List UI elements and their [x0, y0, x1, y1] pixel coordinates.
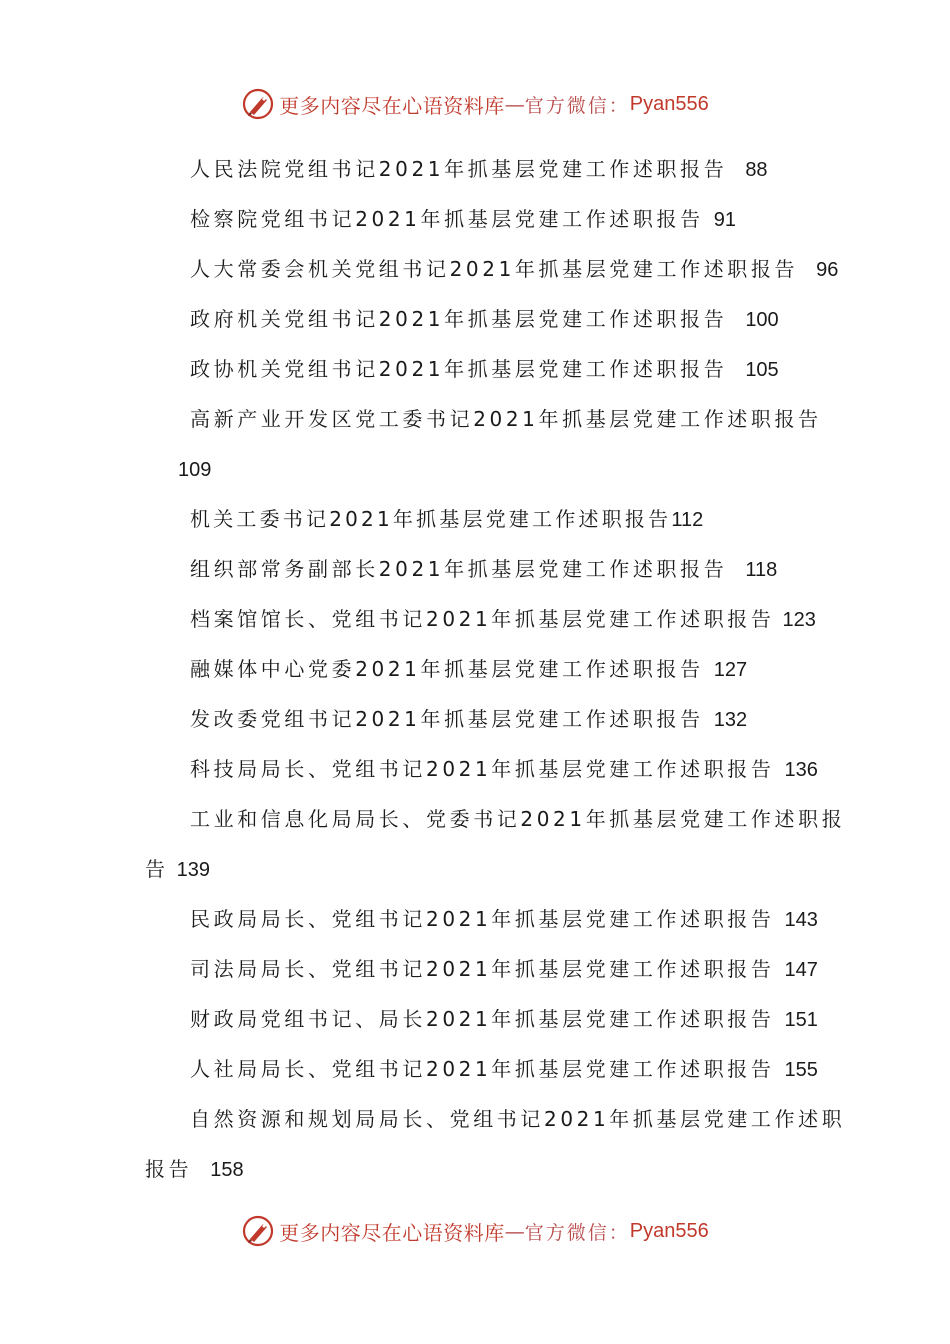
banner-wechat-id: Pyan556 — [629, 1219, 709, 1242]
toc-entry[interactable] — [190, 155, 768, 184]
banner-text: 更多内容尽在心语资料库 — [279, 93, 505, 118]
toc-entry[interactable] — [190, 905, 818, 934]
watermark-banner-top — [0, 84, 950, 124]
toc-entry[interactable] — [190, 1005, 818, 1034]
banner-separator: — — [504, 92, 525, 116]
toc-entry-title: 工业和信息化局局长、党委书记2021年抓基层党建工作述职报 — [190, 807, 846, 831]
toc-entry-page: 88 — [745, 159, 768, 181]
toc-entry-page: 118 — [745, 559, 778, 581]
toc-entry[interactable] — [190, 555, 777, 584]
toc-entry[interactable] — [190, 355, 779, 384]
toc-entry-title: 司法局局长、党组书记2021年抓基层党建工作述职报告 — [190, 957, 775, 981]
toc-entry[interactable] — [190, 755, 818, 784]
toc-entry[interactable] — [190, 655, 747, 684]
toc-entry-page: 136 — [784, 759, 818, 781]
toc-entry-wrap[interactable] — [145, 855, 210, 884]
toc-entry-page: 96 — [816, 259, 839, 281]
banner-wechat-id: Pyan556 — [629, 92, 709, 115]
toc-entry-title: 财政局党组书记、局长2021年抓基层党建工作述职报告 — [190, 1007, 775, 1031]
toc-entry-page: 158 — [210, 1159, 244, 1181]
toc-entry-title: 高新产业开发区党工委书记2021年抓基层党建工作述职报告 — [190, 407, 822, 431]
banner-wechat-label: 官方微信： — [524, 94, 630, 117]
toc-entry-page: 123 — [782, 609, 816, 631]
toc-entry-title: 政府机关党组书记2021年抓基层党建工作述职报告 — [190, 307, 728, 331]
toc-entry-page: 109 — [178, 459, 212, 481]
toc-entry-title-cont: 告 — [145, 857, 169, 881]
toc-entry-title-cont: 报告 — [145, 1157, 193, 1181]
toc-entry[interactable] — [190, 405, 822, 433]
toc-entry[interactable] — [190, 605, 816, 634]
toc-entry[interactable] — [190, 705, 747, 734]
toc-entry-title: 发改委党组书记2021年抓基层党建工作述职报告 — [190, 707, 704, 731]
toc-entry-title: 人民法院党组书记2021年抓基层党建工作述职报告 — [190, 157, 728, 181]
toc-entry[interactable] — [190, 505, 703, 534]
banner-separator: — — [504, 1219, 525, 1243]
toc-entry-page: 100 — [745, 309, 779, 331]
toc-entry[interactable] — [190, 805, 845, 833]
toc-entry-page: 151 — [784, 1009, 818, 1031]
pen-nib-icon — [241, 87, 275, 121]
toc-entry-page: 139 — [176, 859, 210, 881]
toc-entry[interactable] — [190, 955, 818, 984]
toc-entry-title: 检察院党组书记2021年抓基层党建工作述职报告 — [190, 207, 704, 231]
toc-entry-title: 人社局局长、党组书记2021年抓基层党建工作述职报告 — [190, 1057, 775, 1081]
toc-entry-page: 112 — [671, 509, 704, 531]
pen-nib-icon — [241, 1214, 275, 1248]
toc-entry-wrap[interactable] — [145, 1155, 244, 1184]
toc-entry-title: 机关工委书记2021年抓基层党建工作述职报告 — [190, 507, 672, 531]
banner-text: 更多内容尽在心语资料库 — [279, 1220, 505, 1245]
toc-entry-page: 127 — [713, 659, 748, 681]
toc-entry[interactable] — [190, 255, 838, 284]
toc-entry-title: 组织部常务副部长2021年抓基层党建工作述职报告 — [190, 557, 728, 581]
toc-entry-title: 科技局局长、党组书记2021年抓基层党建工作述职报告 — [190, 757, 775, 781]
toc-entry-page: 155 — [784, 1059, 818, 1081]
toc-entry-page: 132 — [713, 709, 748, 731]
toc-entry-page: 147 — [784, 959, 818, 981]
toc-entry-page: 143 — [784, 909, 818, 931]
toc-entry-title: 档案馆馆长、党组书记2021年抓基层党建工作述职报告 — [190, 607, 775, 631]
toc-entry[interactable] — [190, 1055, 818, 1084]
toc-entry-title: 融媒体中心党委2021年抓基层党建工作述职报告 — [190, 657, 704, 681]
toc-entry-page: 91 — [713, 209, 736, 231]
toc-entry[interactable] — [190, 205, 736, 234]
toc-entry-title: 民政局局长、党组书记2021年抓基层党建工作述职报告 — [190, 907, 775, 931]
toc-entry-title: 自然资源和规划局局长、党组书记2021年抓基层党建工作述职 — [190, 1107, 846, 1131]
toc-entry[interactable] — [190, 305, 779, 334]
toc-entry-title: 政协机关党组书记2021年抓基层党建工作述职报告 — [190, 357, 728, 381]
toc-entry-title: 人大常委会机关党组书记2021年抓基层党建工作述职报告 — [190, 257, 799, 281]
toc-entry[interactable] — [190, 1105, 845, 1133]
toc-entry-wrap[interactable] — [178, 455, 211, 484]
banner-wechat-label: 官方微信： — [524, 1221, 630, 1244]
watermark-banner-bottom — [0, 1211, 950, 1251]
toc-entry-page: 105 — [745, 359, 779, 381]
